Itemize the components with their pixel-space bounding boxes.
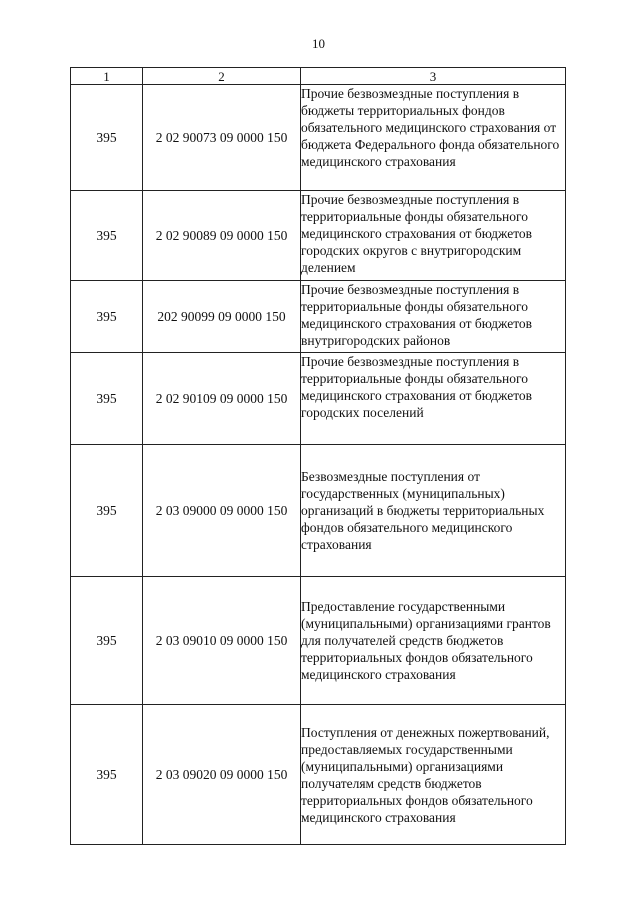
admin-code-cell: 395 <box>71 191 143 281</box>
table-header-row <box>71 68 566 85</box>
table-row <box>71 577 566 705</box>
description-cell: Прочие безвозмездные поступления в бюджеты территориальных фондов обязательного медицинского страхования от бюджета Федерального фонда обязательного медицинского страхования <box>301 85 566 191</box>
column-header: 3 <box>301 68 566 85</box>
kbk-code-cell: 2 02 90073 09 0000 150 <box>143 85 301 191</box>
description-cell: Безвозмездные поступления от государственных (муниципальных) организаций в бюджеты территориальных фондов обязательного медицинского страхования <box>301 445 566 577</box>
kbk-code-cell: 2 03 09020 09 0000 150 <box>143 705 301 845</box>
table-row <box>71 353 566 445</box>
kbk-code-cell: 202 90099 09 0000 150 <box>143 281 301 353</box>
admin-code-cell: 395 <box>71 281 143 353</box>
description-cell: Прочие безвозмездные поступления в территориальные фонды обязательного медицинского страхования от бюджетов внутригородских районов <box>301 281 566 353</box>
table-row <box>71 85 566 191</box>
description-cell: Прочие безвозмездные поступления в территориальные фонды обязательного медицинского страхования от бюджетов городских округов с внутригородским делением <box>301 191 566 281</box>
kbk-code-cell: 2 02 90089 09 0000 150 <box>143 191 301 281</box>
admin-code-cell: 395 <box>71 705 143 845</box>
kbk-code-cell: 2 02 90109 09 0000 150 <box>143 353 301 445</box>
admin-code-cell: 395 <box>71 85 143 191</box>
description-cell: Предоставление государственными (муниципальными) организациями грантов для получателей средств бюджетов территориальных фондов обязательного медицинского страхования <box>301 577 566 705</box>
description-cell: Прочие безвозмездные поступления в территориальные фонды обязательного медицинского страхования от бюджетов городских поселений <box>301 353 566 445</box>
table-row <box>71 705 566 845</box>
kbk-code-cell: 2 03 09010 09 0000 150 <box>143 577 301 705</box>
table-row <box>71 445 566 577</box>
kbk-code-cell: 2 03 09000 09 0000 150 <box>143 445 301 577</box>
admin-code-cell: 395 <box>71 353 143 445</box>
table-row <box>71 281 566 353</box>
page-number: 10 <box>312 36 325 51</box>
admin-code-cell: 395 <box>71 577 143 705</box>
column-header: 1 <box>71 68 143 85</box>
budget-codes-table <box>70 67 566 845</box>
column-header: 2 <box>143 68 301 85</box>
table-row <box>71 191 566 281</box>
description-cell: Поступления от денежных пожертвований, предоставляемых государственными (муниципальными) организациями получателям средств бюджетов территориальных фондов обязательного медицинского страхования <box>301 705 566 845</box>
admin-code-cell: 395 <box>71 445 143 577</box>
